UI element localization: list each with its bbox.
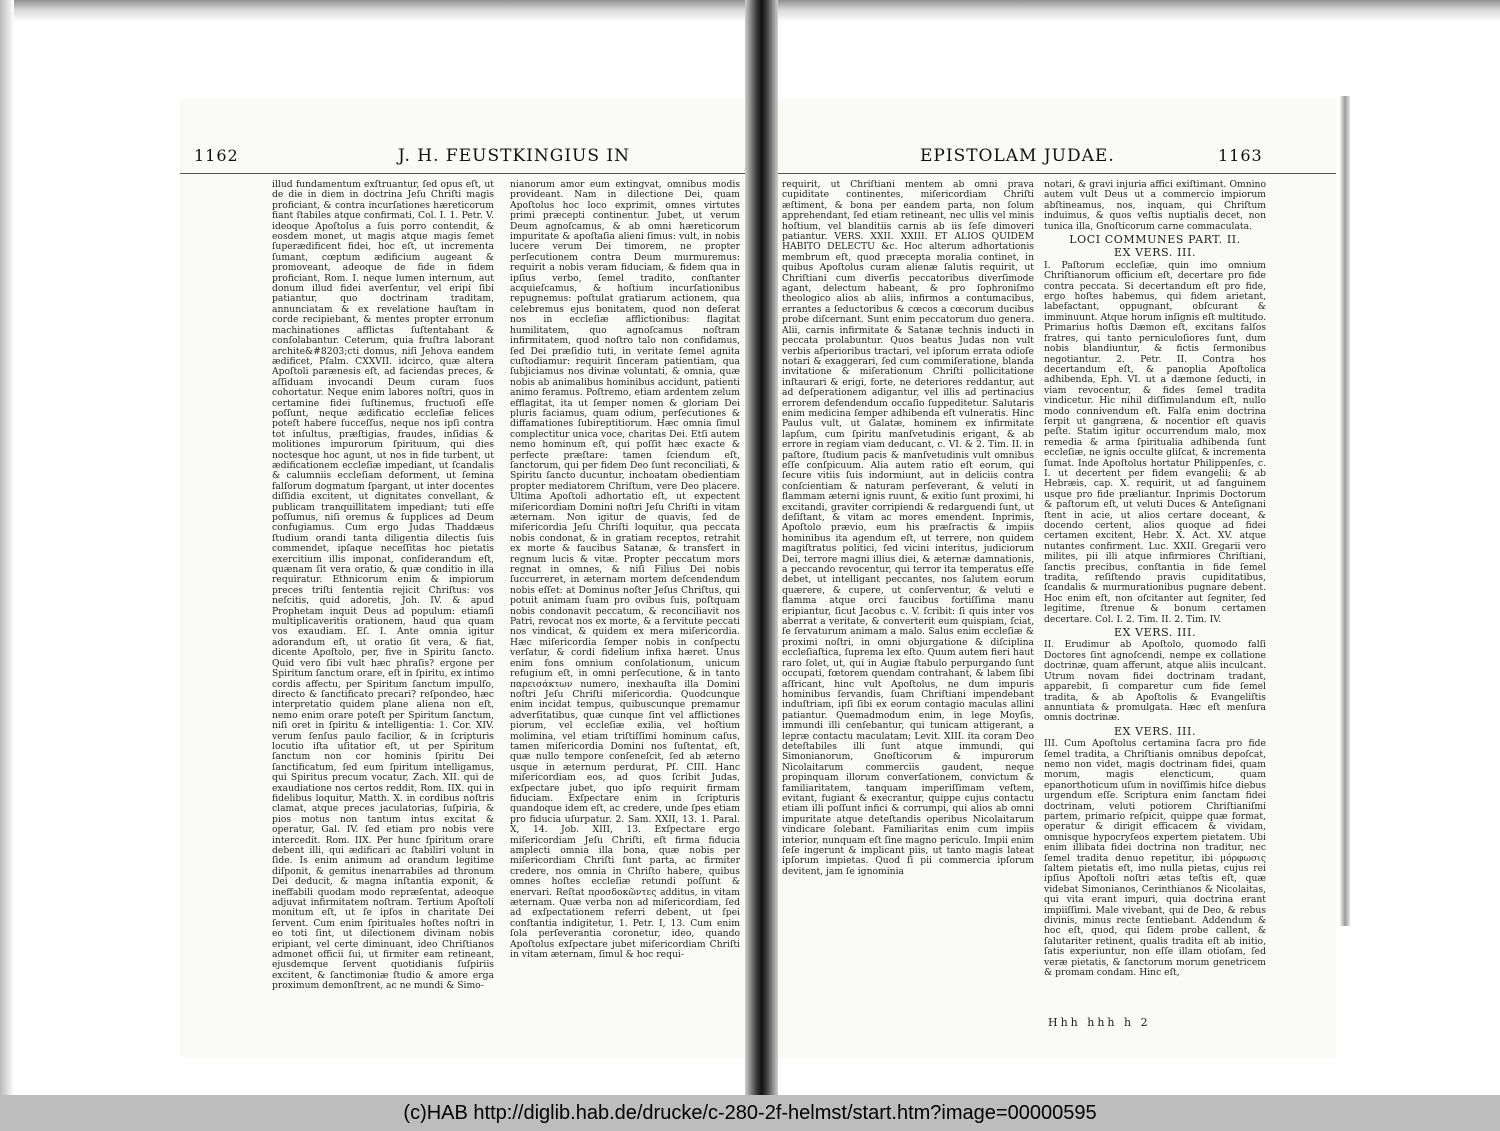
- right-col2-intro: notari, & gravi injuria affici exiſtimant. Omnino autem vult Deus ut a commercio impiorum abſtineamus, nos, inquam, qui Chriſtum induimus, & quos veſtis nuptialis decet, non tunica illa, Gnoſticorum carne commaculata.: [1044, 180, 1266, 232]
- scan-left-edge: [0, 0, 14, 1095]
- left-col1-text: illud fundamentum exſtruantur, ſed opus eſt, ut de die in diem in doctrina Jeſu Chriſti magis proficiant, & contra incurſationes hæreticorum fiant ſtabiles atque confirmati, Col. I. 1. Petr. V. ideoque Apoſtolus a ſuis porro contendit, & eosdem monet, ut magis atque magis ſemet ſuperædificent fidei, hoc eſt, ut incrementa ſumant, cœptum ædificium augeant & promoveant, adeoque de fide in fidem proficiant, Rom. I. neque lumen internum, aut donum illud fidei averſentur, vel eripi ſibi patiantur, quo doctrinam traditam, annunciatam & ex revelatione hauſtam in corde recipiebant, & mentes propter erronum machinationes afflictas ſuſtentabant & conſolabantur. Ceterum, quia fruſtra laborant archite&#8203;cti domus, niſi Jehova eandem ædificet, Pſalm. CXXVII. idcirco, quæ altera Apoſtoli parænesis eſt, ad faciendas preces, & aſſiduam invocandi Deum curam ſuos cohortatur. Neque enim labores noſtri, quos in certamine fidei ſuſtinemus, fructuoſi eſſe poſſunt, neque ædificatio eccleſiæ felices poteſt habere ſucceſſus, neque nos ipſi contra tot inſultus, præſtigias, fraudes, inſidias & molitiones impurorum ſpirituum, qui dies noctesque hoc agunt, ut nos in fide turbent, ut ædificationem eccleſiæ impediant, ut ſcandalis & calumniis eccleſiam deforment, ut ſemina falſorum dogmatum ſpargant, ut inter docentes diſſidia excitent, ut dignitates convellant, & publicam tranquillitatem impediant; tuti eſſe poſſumus, niſi oremus & ſupplices ad Deum confugiamus. Cum ergo Judas Thaddæus ſtudium orandi tanta diligentia dilectis ſuis commendet, ipſaque neceſſitas hoc pietatis exercitium illis imponat, conſiderandum eſt, quænam ſit vera oratio, & quæ conditio in illa requiratur. Ethnicorum enim & impiorum preces triſti ſententia rejicit Chriſtus: vos neſcitis, quid adoretis, Joh. IV. & apud Prophetam inquit Deus ad populum: etiamſi multiplicaveritis orationem, haud qua quam vos exaudiam. Eſ. I. Ante omnia igitur adorandum eſt, ut oratio ſit vera, & fiat, dicente Apoſtolo, per, five in Spiritu ſancto. Quid vero ſibi vult hæc phraſis? ergone per Spiritum ſanctum orare, eſt in ſpiritu, ex intimo cordis affectu, per Spiritum ſanctum impulſo, directo & ſanctificato precari? reſpondeo, hæc interpretatio quidem plane aliena non eſt, nemo enim orare poteſt per Spiritum ſanctum, niſi oret in ſpiritu & intelligentia: 1. Cor. XIV. verum ſenſus paulo facilior, & in ſcripturis locutio iſta uſitatior eſt, ut per Spiritum ſanctum non cor hominis ſpiritu Dei ſanctificatum, ſed eum ſpiritum intelligamus, qui Spiritus precum vocatur, Zach. XII. qui de exaudiatione nos certos reddit, Rom. IIX. qui in fidelibus loquitur, Matth. X. in cordibus noſtris clamat, atque preces jaculatorias, ſuſpiria, & pios motus non tantum intus excitat & operatur, Gal. IV. ſed etiam pro nobis vere intercedit. Rom. IIX. Per hunc ſpiritum orare debent illi, qui ædificari ac ſtabiliri volunt in ſide. Is enim animum ad orandum legitime diſponit, & gemitus inenarrabiles ad thronum Dei deducit, & magna inſtantia exponit, & ineffabili quodam modo repræſentat, adeoque adjuvat infirmitatem noſtram. Tertium Apoſtoli monitum eſt, ut ſe ipſos in charitate Dei ſervent. Cum enim ſpirituales hoſtes noſtri in eo toti ſint, ut dilectionem divinam nobis eripiant, vel certe diminuant, ideo Chriſtianos admonet officii ſui, ut firmiter eam retineant, ejusdemque ſervent quotidianis ſuſpiriis excitent, & ſanctimoniæ ſtudio & amore erga proximum demonſtrent, ac ne mundi & Simo-: [272, 180, 494, 992]
- signature-mark: Hhh hhh h 2: [1048, 1016, 1151, 1029]
- right-header-rule: [778, 173, 1336, 174]
- left-column-2: [510, 180, 740, 1010]
- book-gutter: [745, 0, 778, 1095]
- section-3-heading: EX VERS. III.: [1113, 724, 1197, 738]
- copyright-watermark: (c)HAB http://diglib.hab.de/drucke/c-280-2f-helmst/start.htm?image=00000595: [0, 1095, 1500, 1131]
- left-page-number: 1162: [194, 146, 239, 165]
- section-2-heading: EX VERS. III.: [1113, 626, 1197, 640]
- right-column-2: [1044, 180, 1266, 1010]
- section-2-text: II. Erudimur ab Apoſtolo, quomodo falſi Doctores ſint agnoſcendi, nempe ex collatione doctrinæ, quam afferunt, atque aliis inculcant. Utrum novam fidei doctrinam tradant, apparebit, ſi comparetur cum fide ſemel tradita, & ab Apoſtolis & Evangeliſtis annuntiata & promulgata. Hæc eſt menſura omnis doctrinæ.: [1044, 639, 1266, 724]
- right-col1-text: requirit, ut Chriſtiani mentem ab omni prava cupiditate continentes, miſericordiam Chriſti æſtiment, & bona per eandem parta, non ſolum apprehendant, ſed etiam retineant, nec ullis vel minis hoſtium, vel blanditiis carnis ab iis ſeſe dimoveri patiantur. VERS. XXII. XXIII. ET ALIOS QUIDEM HABITO DELECTU &c. Hoc alterum adhortationis membrum eſt, quod præcepta moralia continet, in quibus Apoſtolus curam alienæ ſalutis requirit, ut Chriſtiani cum diverſis peccatoribus diverſimode agant, delectum habeant, & pro ſophroniſmo theologico alios ab aliis, infirmos a contumacibus, errantes a ſeductoribus & cœcos a cœcorum ducibus probe diſcernant. Sunt enim peccatorum duo genera. Alii, carnis infirmitate & Satanæ technis inducti in peccata prolabuntur. Quos beatus Judas non vult verbis aſperioribus tractari, vel ipſorum errata odioſe notari & exaggerari, ſed cum commiſeratione, blanda invitatione & miſerationum Chriſti pollicitatione inſtaurari & erigi, forte, ne deteriores reddantur, aut ad deſperationem adigantur, vel illis ad pertinacius errorem defendendum occaſio ſuppeditetur. Salutaris enim medicina ſemper adhibenda eſt vulneratis. Hinc Paulus vult, ut Galatæ, hominem ex infirmitate lapſum, cum ſpiritu manſvetudinis erigant, & ab errore in regiam viam deducant, c. VI. & 2. Tim. II. in paſtore, ſtudium pacis & manſvetudinis vult omnibus eſſe conſpicuum. Alia autem ratio eſt eorum, qui ſecure vitiis ſuis indormiunt, aut in deliciis contra conſcientiam & naturam perſeverant, & veluti in flammam æterni ignis ruunt, & exitio ſunt proximi, hi excitandi, graviter corripiendi & redarguendi ſunt, ut deſiſtant, & vitam ac mores emendent. Inprimis, Apoſtolo prævio, eum his præſractis & impiis hominibus ita agendum eſt, ut terrere, non quidem magiſtratus politici, ſed vicini interitus, judiciorum Dei, terrore magni illius diei, & æternæ damnationis, a peccando revocentur, qui terror ita temperatus eſſe debet, ut intelligant peccantes, nos ſalutem eorum quærere, & cupere, ut conſerventur, & veluti e flamma atque orci faucibus fortiſſima manu eripiantur, ſicut Jacobus c. V. ſcribit: ſi quis inter vos aberrat a veritate, & converterit eum quispiam, ſciat, ſe ſervaturum animam a malo. Salus enim eccleſiæ & proximi noſtri, in omni objurgatione & diſciplina eccleſiaſtica, ſuprema lex eſto. Quum autem fieri haut raro ſolet, ut, qui in Augiæ ſtabulo perpurgando ſunt occupati, fœtorem quendam contrahant, & labem ſibi aſſricant, hinc vult Apoſtolus, ne dum impuris hominibus ſervandis, ſuam Chriſtiani impendebant induſtriam, ipſi ſibi ex eorum contagio maculas allini patiantur. Quemadmodum enim, in lege Moyſis, immundi illi cenſebantur, qui tunicam attigerant, a lepræ contactu maculatam; Levit. XIII. ita coram Deo deteſtabiles illi ſunt atque immundi, qui Simonianorum, Gnoſticorum & impurorum Nicolaitarum commerciis gaudent, neque propinquam illorum converſationem, convictum & familiaritatem, tanquam imperiſſimam veſtem, evitant, fugiant & execrantur, quippe cujus contactu etiam illi poſſunt infici & corrumpi, qui alios ab omni impuritate atque deteſtandis operibus Nicolaitarum vindicare ſolebant. Familiaritas enim cum impiis interior, nunquam eſt ſine magno periculo. Impii enim ſeſe ingerunt & implicant piis, ut tanto magis lateat ipſorum impietas. Quod ſi pii commercia ipſorum devitent, jam ſe ignominia: [782, 180, 1034, 877]
- right-column-1: [782, 180, 1034, 1010]
- loci-communes-heading: LOCI COMMUNES PART. II.: [1069, 233, 1241, 247]
- section-3-text: III. Cum Apoſtolus certamina ſacra pro fide ſemel tradita, a Chriſtianis omnibus depoſcat, nemo non videt, magis doctrinam fidei, quam morum, magis elencticum, quam epanorthoticum uſum in noviſſimis hiſce diebus urgendum eſſe. Scriptura enim ſanctam fidei doctrinam, veluti potiorem Chriſtianiſmi partem, primario reſpicit, quippe quæ format, operatur & dirigit efficacem & vividam, omnisque hypocryſeos expertem pietatem. Ubi enim illibata fidei doctrina non traditur, nec ſemel tradita denuo repetitur, ibi μόρφωσις ſaltem pietatis eſt, imo nulla pietas, cujus rei ipſius Apoſtoli noſtri ætas teſtis eſt, quæ videbat Simonianos, Cerinthianos & Nicolaitas, qui vita erant impuri, quia doctrina erant impiiſſimi. Male vivebant, qui de Deo, & rebus divinis, minus recte ſentiebant. Addendum & hoc eſt, quod, qui ſidem probe callent, & ſalutariter retinent, qualis tradita eſt ab initio, ſatis experiuntur, non eſſe illam otioſam, ſed veræ pietatis, & ſanctorum morum genetricem & promam condam. Hinc eſt,: [1044, 738, 1266, 979]
- left-running-head: J. H. FEUSTKINGIUS IN: [398, 146, 631, 166]
- left-header-rule: [180, 173, 745, 174]
- section-1-text: I. Paſtorum eccleſiæ, quin imo omnium Chriſtianorum officium eſt, decertare pro fide contra peccata. Si decertandum eſt pro fide, ergo hoſtes habemus, qui fidem arietant, labefactant, oppugnant, obſcurant & imminuunt. Atque horum inſignis eſt multitudo. Primarius hoſtis Dæmon eſt, excitans falſos fratres, qui tanto perniculoſiores ſunt, dum nobis blandiuntur, & fictis ſermonibus negotiantur. 2. Petr. II. Contra hos decertandum eſt, & panoplia Apoſtolica adhibenda, Eph. VI. ut a dæmone ſeducti, in viam revocentur, & fides ſemel tradita vindicetur. Hic nihil diſſimulandum eſt, nullo modo connivendum eſt. Falſa enim doctrina ſerpit ut gangræna, & nocentior eſt quavis peſte. Statim igitur occurrendum malo, mox remedia & arma ſpiritualia adhibenda ſunt eccleſiæ, ne ignis occulte gliſcat, & incrementa ſumat. Inde Apoſtolus hortatur Philippenſes, c. I. ut decertent per fidem evangelii; & ab Hebræis, cap. X. requirit, ut ad ſanguinem usque pro fide præliantur. Inprimis Doctorum & paſtorum eſt, ut veluti Duces & Anteſignani ſtent in acie, ut alios certare doceant, & docendo certent, alios quoque ad fidei certamen excitent, Hebr. X. Act. XV. atque nutantes confirment. Luc. XXII. Gregarii vero milites, pii illi atque infirmiores Chriſtiani, ſanctis precibus, conſtantia in fide ſemel tradita, reſiſtendo pravis cupiditatibus, ſcandalis & murmurationibus pugnare debent. Hoc enim eſt, non oſcitanter aut ſegniter, ſed legitime, ſtrenue & bonum certamen decertare. Col. I. 2. Tim. II. 2. Tim. IV.: [1044, 259, 1266, 625]
- left-col2-text: nianorum amor eum extingvat, omnibus modis provideant. Nam in dilectione Dei, quam Apoſtolus hoc loco exprimit, omnes virtutes primi præcepti continentur. Jubet, ut verum Deum agnoſcamus, & ab omni hæreticorum impuritate & apoſtaſia alieni ſimus: vult, in nobis lucere verum Dei timorem, ne propter perſecutionem contra Deum murmuremus: requirit a nobis veram fiduciam, & fidem qua in ipſius verbo, ſemel tradito, conſtanter acquieſcamus, & hoſtium incurſationibus repugnemus: poſtulat gratiarum actionem, qua celebremus ejus bonitatem, quod non deſerat nos in eccleſiæ afflictionibus: flagitat humilitatem, quo agnoſcamus noſtram infirmitatem, quod noſtro talo non confidamus, ſed Dei præſidio tuti, in veritate ſemel agnita cuſtodiamur: requirit ſinceram patientiam, qua ſubjiciamus nos divinæ voluntati, & omnia, quæ nobis ab animalibus hominibus accidunt, patienti animo feramus. Poſtremo, etiam ardentem zelum efflagitat, ita ut ſemper nomen & gloriam Dei pluris faciamus, quam odium, perſecutiones & diffamationes ſubireptitiorum. Hæc omnia ſimul complectitur unica voce, charitas Dei. Etſi autem nemo hominum eſt, qui poſſit hæc exacte & perfecte præſtare: tamen ſciendum eſt, ſanctorum, qui per fidem Deo ſunt reconciliati, & Spiritu ſancto ducuntur, inchoatam obedientiam propter mediatorem Chriſtum, vere Deo placere. Ultima Apoſtoli adhortatio eſt, ut expectent miſericordiam Domini noſtri Jeſu Chriſti in vitam æternam. Non igitur de quavis, ſed de miſericordia Jeſu Chriſti loquitur, qua peccata nobis condonat, & in gratiam receptos, retrahit ex morte & faucibus Satanæ, & transfert in regnum lucis & vitæ. Propter peccatum mors regnat in omnes, & niſi Filius Dei nobis ſuccurreret, in æternam mortem deſcendendum nobis eſſet: at Dominus noſter Jeſus Chriſtus, qui potuit animam ſuam pro ovibus ſuis, poſtquam nobis condonavit peccatum, & reconciliavit nos Patri, revocat nos ex morte, & a ſervitute peccati nos vindicat, & quidem ex mera miſericordia. Hæc miſericordia ſemper nobis in conſpectu verſatur, & cordi fidelium infixa hæret. Unus enim fons omnium conſolationum, unicum refugium eſt, in omni perſecutione, & in tanto παρεισάκτων numero, inexhauſta illa Domini noſtri Jeſu Chriſti miſericordia. Quodcunque enim incidat tempus, quibuscunque premamur adverſitatibus, quæ cunque ſint vel afflictiones piorum, vel eccleſiæ exilia, vel hoſtium molimina, vel etiam triſtiſſimi hominum caſus, tamen miſericordia Domini nos ſuſtentat, eſt, quæ nullo tempore conſeneſcit, ſed ab æterno usque in æternum perdurat, Pſ. CIII. Hanc miſericordiam eos, ad quos ſcribit Judas, exſpectare jubet, quo ipſo requirit firmam fiduciam. Exſpectare enim in ſcripturis quandoque idem eſt, ac credere, unde ſpes etiam pro fiducia uſurpatur. 2. Sam. XXII, 13. 1. Paral. X, 14. Job. XIII, 13. Exſpectare ergo miſericordiam Jeſu Chriſti, eſt firma fiducia amplecti omnia illa bona, quæ nobis per miſericordiam Chriſti ſunt parta, ac firmiter credere, nos omnia in Chriſto habere, quibus omnes hoſtes eccleſiæ retundi poſſunt & enervari. Reſtat προσδοκῶντες additus, in vitam æternam. Quæ verba non ad miſericordiam, ſed ad exſpectationem referri debent, ut ſpei conſtantia indigitetur, 1. Petr. I, 13. Cum enim ſola perſeverantia coronetur, ideo, quando Apoſtolus exſpectare jubet miſericordiam Chriſti in vitam æternam, ſimul & hoc requi-: [510, 180, 740, 961]
- left-column-1: [272, 180, 494, 1010]
- scan-right-edge: [1340, 96, 1350, 926]
- right-running-head: EPISTOLAM JUDAE.: [920, 146, 1115, 166]
- section-1-heading: EX VERS. III.: [1113, 246, 1197, 260]
- right-page-number: 1163: [1218, 146, 1263, 165]
- left-page: [180, 98, 745, 1058]
- right-page: [778, 98, 1336, 1058]
